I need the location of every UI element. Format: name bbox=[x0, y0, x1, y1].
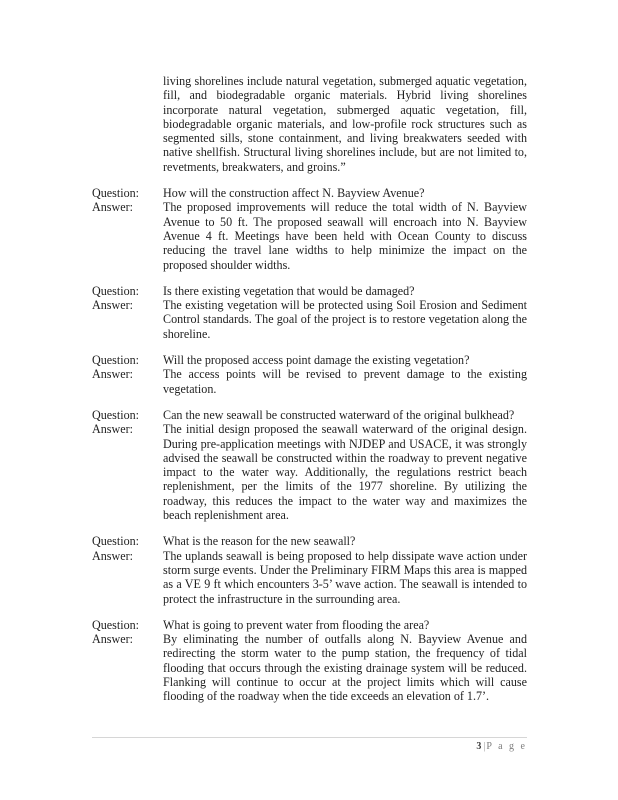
question-label: Question: bbox=[92, 353, 140, 368]
answer-label: Answer: bbox=[92, 367, 133, 382]
footer-divider bbox=[92, 737, 527, 738]
page-number: 3 bbox=[476, 741, 483, 752]
answer-text: The uplands seawall is being proposed to help dissipate wave action under storm surge events. Under the Preliminary FIRM Maps this area is mapped as a VE 9 ft which encounters 3-5’ wave action. The seawall is intended to protect the infrastructure in the surrounding area. bbox=[163, 548, 527, 606]
qa-block-1 bbox=[92, 186, 527, 272]
question-text: Will the proposed access point damage the existing vegetation? bbox=[163, 353, 470, 368]
answer-text: The proposed improvements will reduce the total width of N. Bayview Avenue to 50 ft. The proposed seawall will encroach into N. Bayview Avenue 4 ft. Meetings have been held with Ocean County to discuss reducing the travel lane widths to help minimize the impact on the proposed shoulder widths. bbox=[163, 200, 527, 272]
footer-separator: | bbox=[483, 741, 486, 752]
document-body bbox=[92, 74, 527, 716]
question-text: Can the new seawall be constructed waterward of the original bulkhead? bbox=[163, 407, 515, 422]
page-footer bbox=[476, 741, 527, 753]
question-text: How will the construction affect N. Bayview Avenue? bbox=[163, 186, 425, 201]
answer-label: Answer: bbox=[92, 548, 133, 563]
answer-text: The initial design proposed the seawall waterward of the original design. During pre-application meetings with NJDEP and USACE, it was strongly advised the seawall be constructed within the roadway to prevent negative impact to the water way. Additionally, the regulations restrict beach replenishment, per the limits of the 1977 shoreline. By utilizing the roadway, this reduces the impact to the water way and maximizes the beach replenishment area. bbox=[163, 422, 527, 523]
answer-text: The access points will be revised to prevent damage to the existing vegetation. bbox=[163, 367, 527, 396]
footer-page-word: P a g e bbox=[486, 741, 527, 752]
question-label: Question: bbox=[92, 407, 140, 422]
question-label: Question: bbox=[92, 283, 140, 298]
answer-text: The existing vegetation will be protected using Soil Erosion and Sediment Control standards. The goal of the project is to restore vegetation along the shoreline. bbox=[163, 298, 527, 341]
answer-label: Answer: bbox=[92, 298, 133, 313]
answer-label: Answer: bbox=[92, 200, 133, 215]
answer-label: Answer: bbox=[92, 632, 133, 647]
question-label: Question: bbox=[92, 186, 140, 201]
answer-label: Answer: bbox=[92, 422, 133, 437]
answer-text: By eliminating the number of outfalls along N. Bayview Avenue and redirecting the storm water to the pump station, the frequency of tidal flooding that occurs through the existing drainage system will be reduced. Flanking will continue to occur at the project limits which will cause flooding of the roadway when the tide exceeds an elevation of 1.7’. bbox=[163, 632, 527, 704]
intro-paragraph: living shorelines include natural vegetation, submerged aquatic vegetation, fill, and biodegradable organic materials. Hybrid living shorelines incorporate natural vegetation, submerged aquatic vegetation, fill, biodegradable organic materials, and low-profile rock structures such as segmented sills, stone containment, and living breakwaters seeded with native shellfish. Structural living shorelines include, but are not limited to, revetments, breakwaters, and groins.” bbox=[163, 74, 527, 174]
qa-block-5 bbox=[92, 534, 527, 605]
question-text: What is the reason for the new seawall? bbox=[163, 534, 356, 549]
question-text: Is there existing vegetation that would be damaged? bbox=[163, 283, 415, 298]
question-label: Question: bbox=[92, 617, 140, 632]
qa-block-3 bbox=[92, 353, 527, 396]
qa-block-4 bbox=[92, 408, 527, 522]
qa-block-2 bbox=[92, 284, 527, 341]
question-text: What is going to prevent water from flooding the area? bbox=[163, 617, 430, 632]
qa-block-6 bbox=[92, 618, 527, 704]
question-label: Question: bbox=[92, 534, 140, 549]
